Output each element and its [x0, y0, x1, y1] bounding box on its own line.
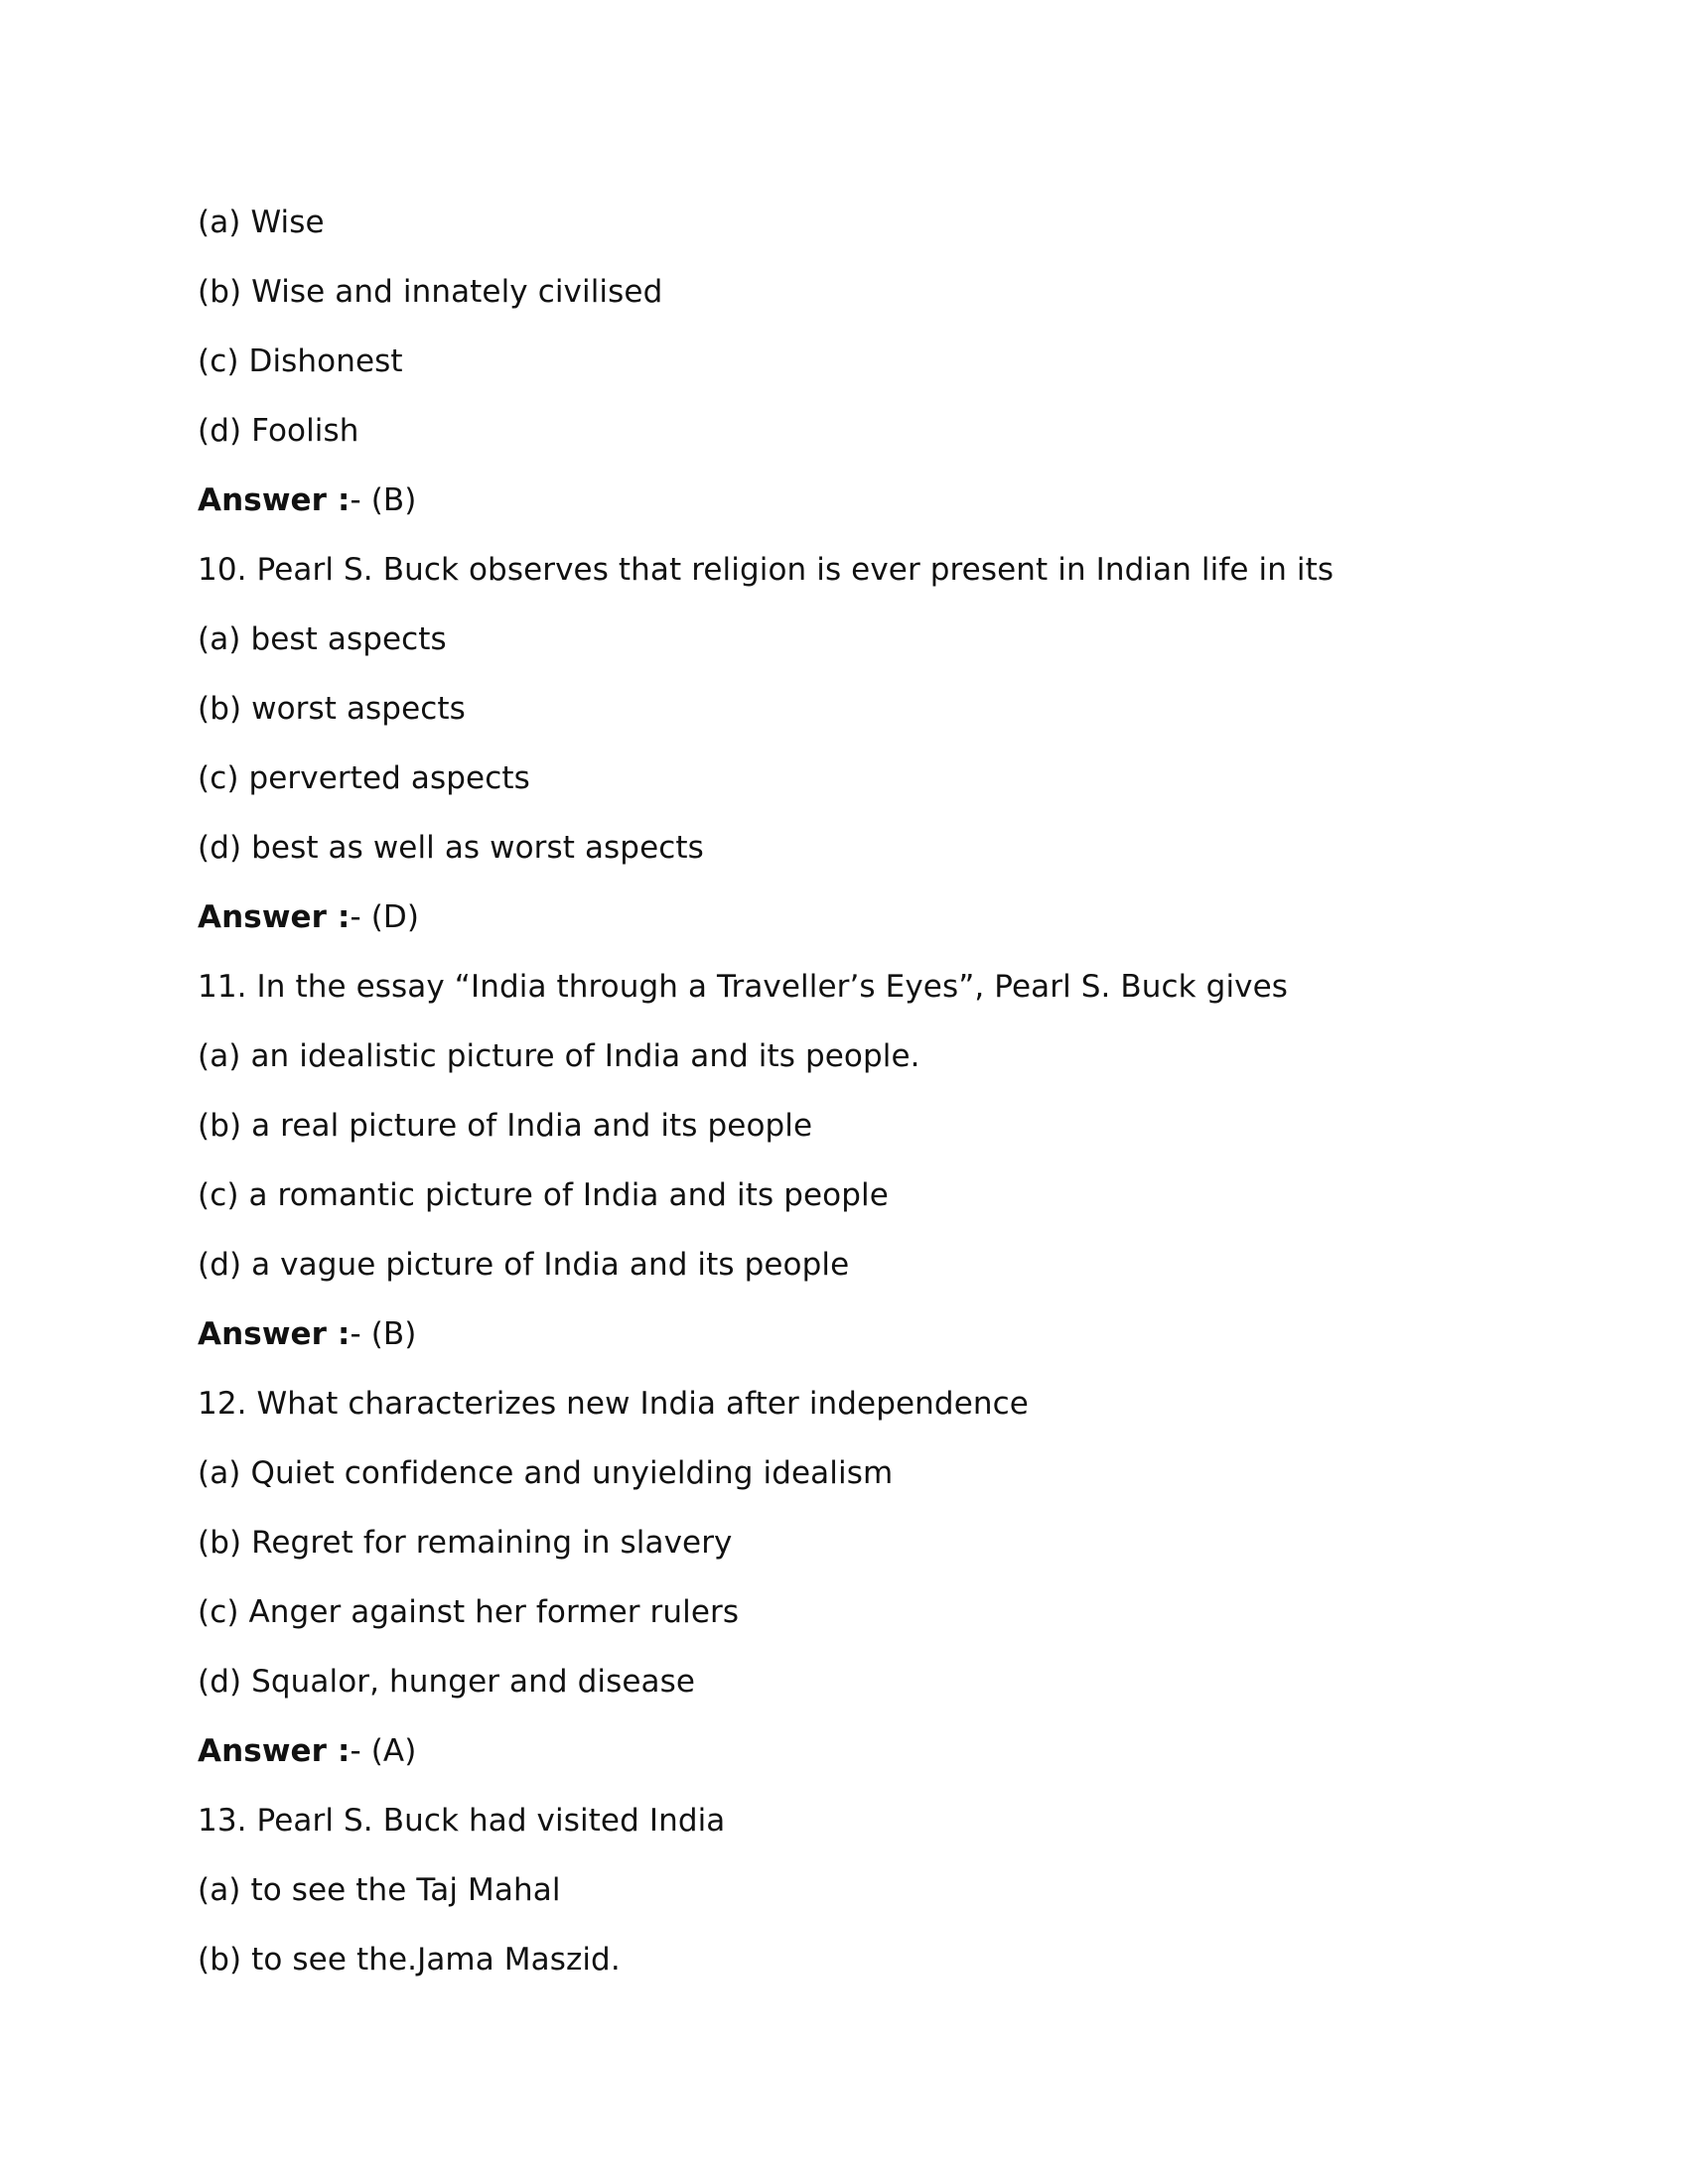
option-line: (d) best as well as worst aspects [198, 830, 704, 866]
question-line: 12. What characterizes new India after independence [198, 1386, 1029, 1422]
answer-value: - (A) [350, 1733, 417, 1769]
option-line: (b) Regret for remaining in slavery [198, 1525, 733, 1561]
answer-line [198, 473, 1568, 542]
option-line: (a) Wise [198, 205, 325, 240]
option-line: (d) Foolish [198, 413, 359, 449]
option-line: (c) perverted aspects [198, 760, 530, 796]
option-line: (b) worst aspects [198, 691, 466, 727]
option-line: (a) an idealistic picture of India and its people. [198, 1038, 920, 1074]
option-line: (c) Dishonest [198, 343, 403, 379]
answer-label: Answer : [198, 899, 351, 935]
option-line: (b) Wise and innately civilised [198, 274, 663, 310]
document-page [198, 195, 1568, 2001]
option-line: (d) a vague picture of India and its people [198, 1247, 850, 1283]
answer-line [198, 1723, 1568, 1793]
option-line: (b) to see the.Jama Maszid. [198, 1942, 621, 1978]
answer-line [198, 889, 1568, 959]
answer-label: Answer : [198, 482, 351, 518]
option-line: (b) a real picture of India and its people [198, 1108, 813, 1144]
question-line: 10. Pearl S. Buck observes that religion is ever present in Indian life in its [198, 552, 1335, 588]
answer-label: Answer : [198, 1733, 351, 1769]
answer-line [198, 1306, 1568, 1376]
option-line: (d) Squalor, hunger and disease [198, 1664, 696, 1700]
answer-value: - (B) [350, 1316, 417, 1352]
option-line: (a) to see the Taj Mahal [198, 1872, 561, 1908]
answer-label: Answer : [198, 1316, 351, 1352]
answer-value: - (D) [350, 899, 420, 935]
option-line: (a) Quiet confidence and unyielding idealism [198, 1455, 894, 1491]
question-line: 13. Pearl S. Buck had visited India [198, 1803, 726, 1839]
question-line: 11. In the essay “India through a Traveller’s Eyes”, Pearl S. Buck gives [198, 969, 1289, 1005]
option-line: (c) a romantic picture of India and its people [198, 1177, 889, 1213]
option-line: (c) Anger against her former rulers [198, 1594, 740, 1630]
answer-value: - (B) [350, 482, 417, 518]
option-line: (a) best aspects [198, 621, 447, 657]
